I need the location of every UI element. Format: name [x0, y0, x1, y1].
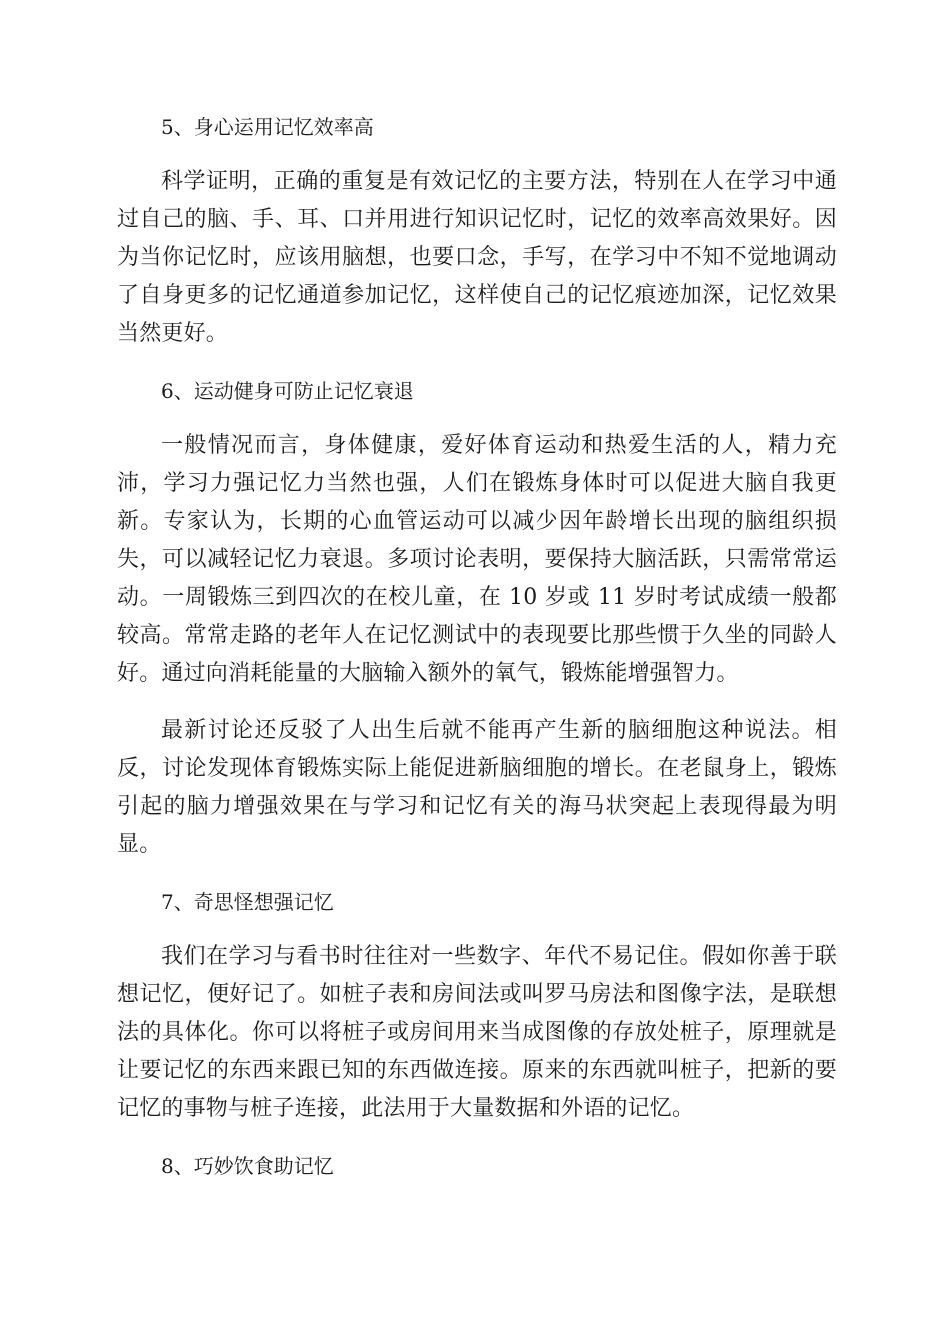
- paragraph-association-memory: 我们在学习与看书时往往对一些数字、年代不易记住。假如你善于联想记忆，便好记了。如桩子表和房间法或叫罗马房法和图像字法，是联想法的具体化。你可以将桩子或房间用来当成图像的存放处桩子，原理就是让要记忆的东西来跟已知的东西做连接。原来的东西就叫桩子，把新的要记忆的事物与桩子连接，此法用于大量数据和外语的记忆。: [117, 944, 837, 1121]
- paragraph-new-brain-cells: 最新讨论还反驳了人出生后就不能再产生新的脑细胞这种说法。相反，讨论发现体育锻炼实际上能促进新脑细胞的增长。在老鼠身上，锻炼引起的脑力增强效果在与学习和记忆有关的海马状突起上表现得最为明显。: [117, 718, 837, 857]
- section-heading-8: 8、巧妙饮食助记忆: [161, 1154, 334, 1178]
- paragraph-memory-efficiency: 科学证明，正确的重复是有效记忆的主要方法，特别在人在学习中通过自己的脑、手、耳、口并用进行知识记忆时，记忆的效率高效果好。因为当你记忆时，应该用脑想，也要口念，手写，在学习中不知不觉地调动了自身更多的记忆通道参加记忆，这样使自己的记忆痕迹加深，记忆效果当然更好。: [117, 169, 837, 346]
- paragraph-exercise-benefits: 一般情况而言，身体健康，爱好体育运动和热爱生活的人，精力充沛，学习力强记忆力当然也强，人们在锻炼身体时可以促进大脑自我更新。专家认为，长期的心血管运动可以减少因年龄增长出现的脑组织损失，可以减轻记忆力衰退。多项讨论表明，要保持大脑活跃，只需常常运动。一周锻炼三到四次的在校儿童，在 10 岁或 11 岁时考试成绩一般都较高。常常走路的老年人在记忆测试中的表现要比那些惯于久坐的同龄人好。通过向消耗能量的大脑输入额外的氧气，锻炼能增强智力。: [117, 433, 837, 686]
- section-heading-6: 6、运动健身可防止记忆衰退: [161, 379, 414, 403]
- section-heading-7: 7、奇思怪想强记忆: [161, 890, 334, 914]
- section-heading-5: 5、身心运用记忆效率高: [161, 115, 374, 139]
- document-page: [117, 108, 837, 1185]
